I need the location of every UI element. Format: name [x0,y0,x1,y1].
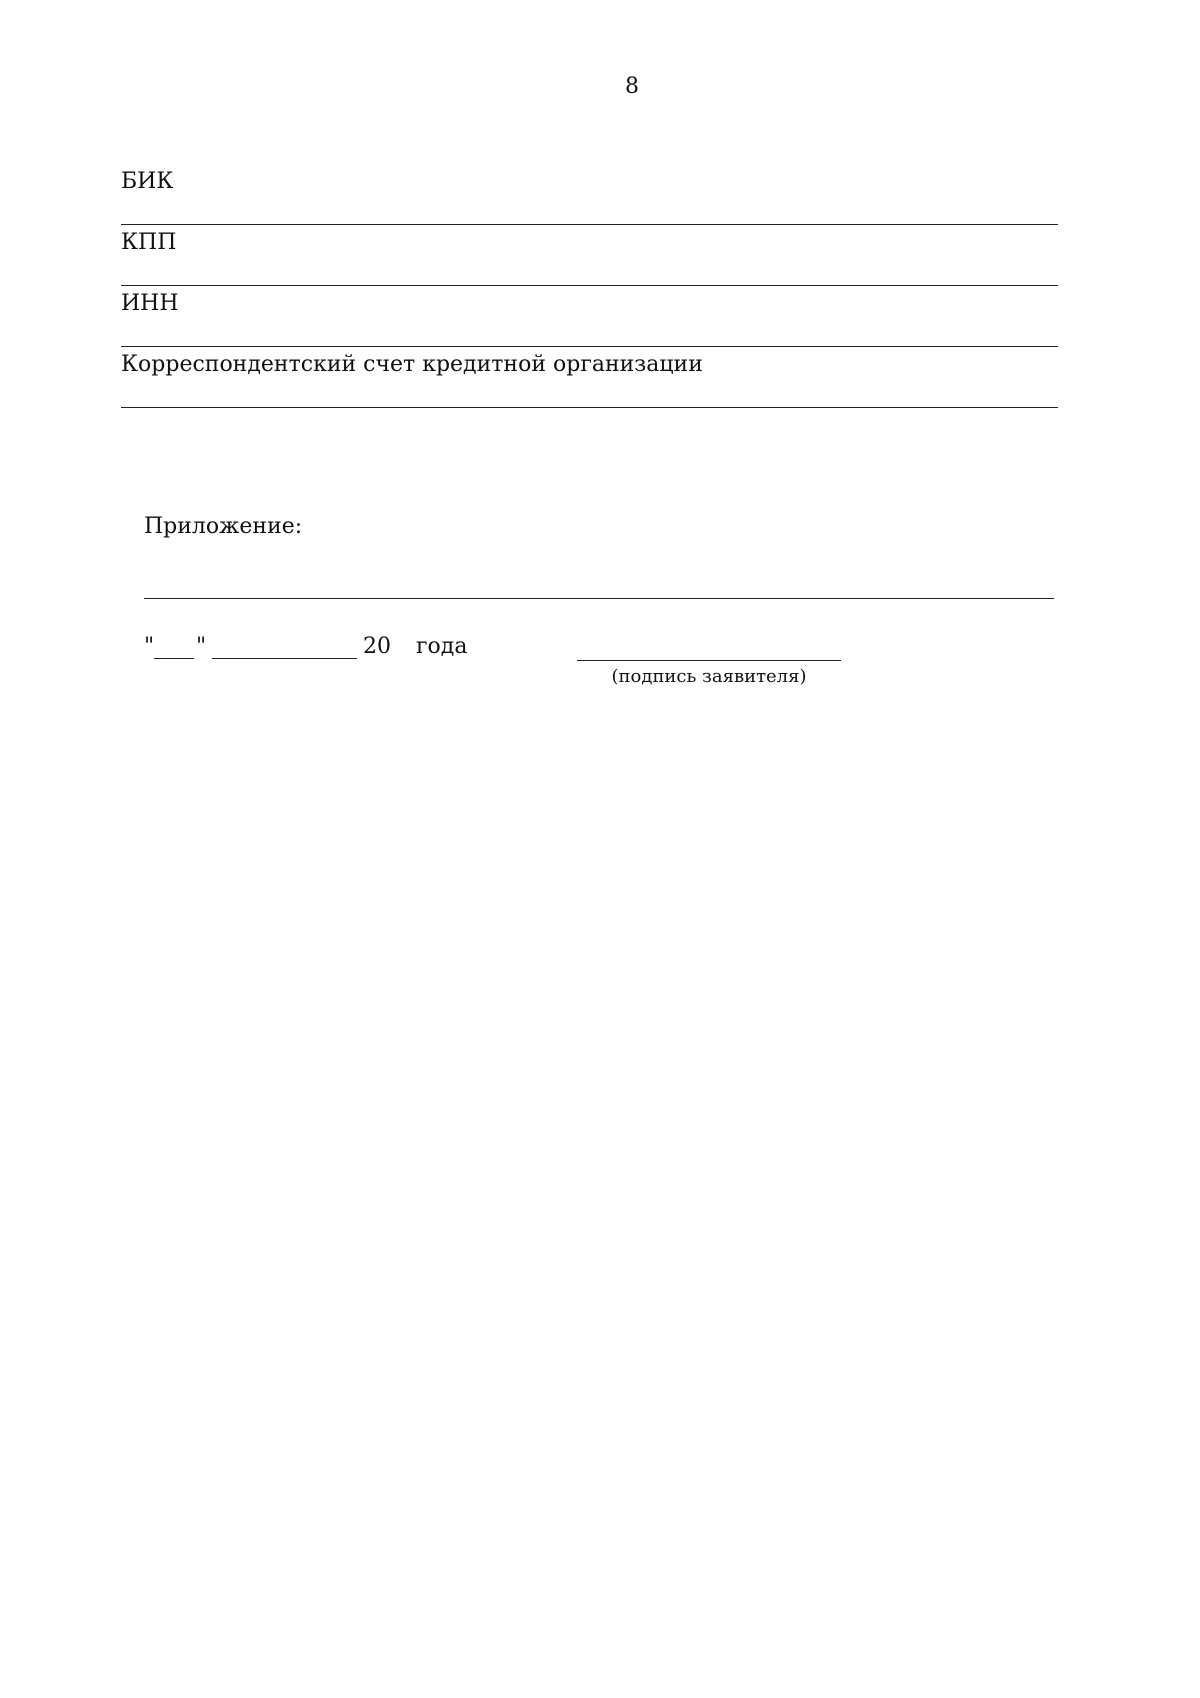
appendix-label: Приложение: [144,514,303,539]
kpp-field[interactable] [121,226,1058,286]
year-prefix: 20 [363,634,391,659]
signature-caption: (подпись заявителя) [611,666,807,687]
date-quote-close: " [196,634,207,659]
correspondent-account-field[interactable] [121,348,1058,408]
signature-line[interactable] [577,632,841,661]
bik-label: БИК [121,169,174,194]
page-number: 8 [625,74,639,99]
kpp-label: КПП [121,230,177,255]
inn-field[interactable] [121,287,1058,347]
appendix-line[interactable] [144,598,1054,599]
inn-label: ИНН [121,291,179,316]
day-blank[interactable] [154,630,194,659]
month-blank[interactable] [212,630,357,659]
bik-field[interactable] [121,165,1058,225]
date-quote-open: " [144,634,155,659]
year-suffix: года [416,634,468,659]
correspondent-account-label: Корреспондентский счет кредитной организации [121,352,703,377]
